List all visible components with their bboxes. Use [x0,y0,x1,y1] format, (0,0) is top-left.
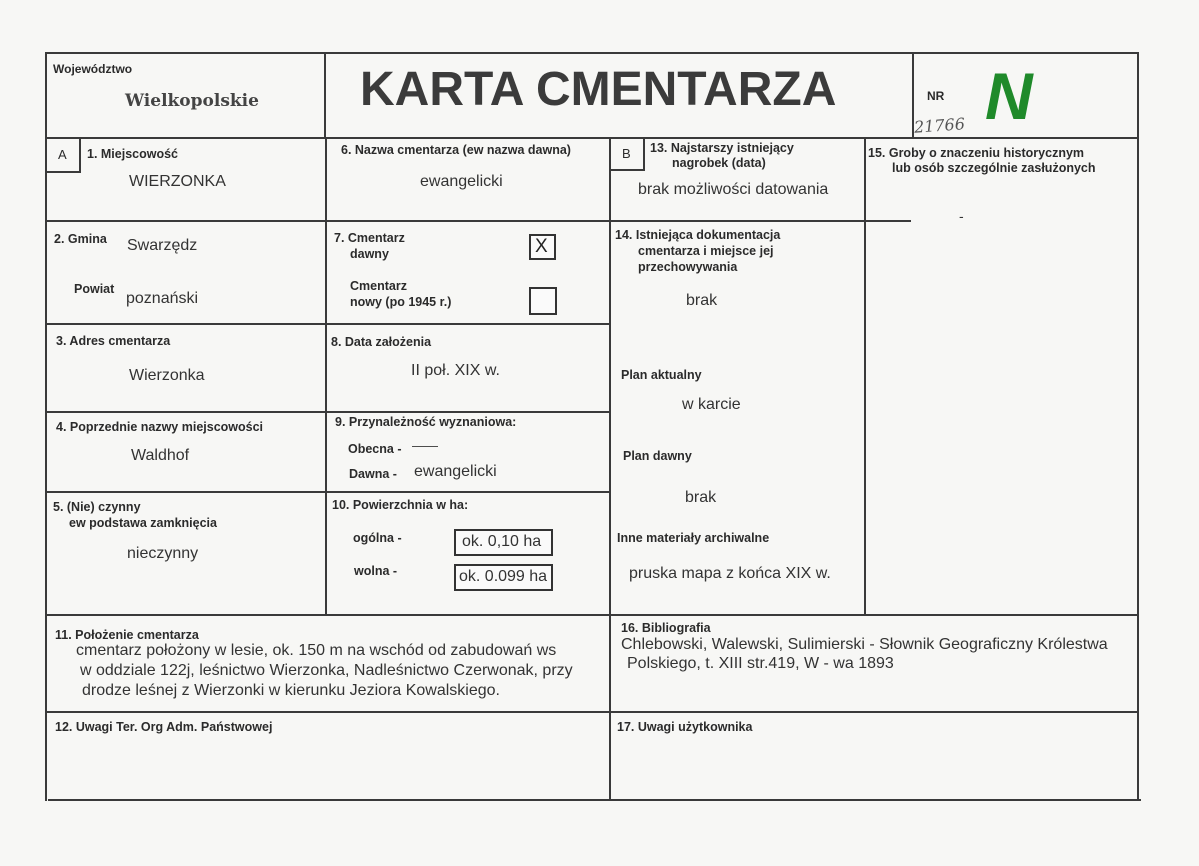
f14-label-1: 14. Istniejąca dokumentacja [615,228,781,242]
f11-label: 11. Położenie cmentarza [55,628,199,642]
f9-label: 9. Przynależność wyznaniowa: [335,415,517,429]
col-line-1 [325,137,327,616]
f5-value: nieczynny [127,545,199,562]
f11-line-3: drodze leśnej z Wierzonki w kierunku Jeziora Kowalskiego. [82,682,500,699]
f9-obecna-label: Obecna - [348,442,402,456]
f2-value: Swarzędz [127,237,198,254]
nr-handwritten-number: 21766 [913,114,966,137]
wojewodztwo-value: Wielkopolskie [125,91,259,111]
f10-wolna-value: ok. 0.099 ha [459,568,548,585]
f11-line-2: w oddziale 122j, leśnictwo Wierzonka, Nadleśnictwo Czerwonak, przy [80,662,573,679]
f4-label: 4. Poprzednie nazwy miejscowości [56,420,264,434]
f16-line-1: Chlebowski, Walewski, Sulimierski - Słownik Geograficzny Królestwa [621,636,1108,653]
f10-ogolna-value: ok. 0,10 ha [462,533,542,550]
plan-dawny-value: brak [685,489,717,506]
f1-value: WIERZONKA [129,173,226,190]
f14-value: brak [686,292,718,309]
f6-label: 6. Nazwa cmentarza (ew nazwa dawna) [341,143,571,157]
f5-label-2: ew podstawa zamknięcia [69,516,217,530]
letter-b-box-right [643,137,645,170]
f10-wolna-box [454,564,553,591]
f14-label-3: przechowywania [638,260,738,274]
f13-value: brak możliwości datowania [638,181,829,198]
f10-ogolna-label: ogólna - [353,531,402,545]
card-title: KARTA CMENTARZA [360,63,837,116]
col-line-3 [864,137,866,616]
f7-old-check-mark: X [535,236,548,257]
row-line-1 [45,220,911,222]
f16-label: 16. Bibliografia [621,621,711,635]
letter-a: A [58,147,67,162]
row-line-5 [45,614,1139,616]
f1-label: 1. Miejscowość [87,147,179,161]
inne-materialy-label: Inne materiały archiwalne [617,531,770,545]
f15-value: - [959,208,964,224]
letter-b-box-bottom [609,169,645,171]
frame-left [45,52,47,801]
row-line-4 [45,491,611,493]
letter-a-box-bottom [45,171,81,173]
f10-label: 10. Powierzchnia w ha: [332,498,469,512]
f8-value: II poł. XIX w. [411,362,500,379]
f11-line-1: cmentarz położony w lesie, ok. 150 m na wschód od zabudowań ws [76,642,557,659]
header-bottom [45,137,1139,139]
f16-line-2: Polskiego, t. XIII str.419, W - wa 1893 [627,655,894,672]
f2-label: 2. Gmina [54,232,107,246]
f15-label-1: 15. Groby o znaczeniu historycznym [868,146,1085,160]
f14-label-2: cmentarza i miejsce jej [638,244,774,258]
powiat-value: poznański [126,290,199,307]
f15-label-2: lub osób szczególnie zasłużonych [892,161,1096,175]
f7-old-checkbox[interactable] [529,234,556,260]
row-line-6 [45,711,1139,713]
f7-new-label-2: nowy (po 1945 r.) [350,295,452,309]
f10-wolna-label: wolna - [354,564,398,578]
f6-value: ewangelicki [420,173,503,190]
f9-obecna-value: —— [412,438,438,453]
plan-aktualny-value: w karcie [682,396,741,413]
col-line-2 [609,137,611,801]
f8-label: 8. Data założenia [331,335,432,349]
f9-dawna-value: ewangelicki [414,463,497,480]
f9-dawna-label: Dawna - [349,467,397,481]
plan-aktualny-label: Plan aktualny [621,368,702,382]
f13-label-2: nagrobek (data) [672,156,766,170]
f5-label-1: 5. (Nie) czynny [53,500,141,514]
plan-dawny-label: Plan dawny [623,449,692,463]
f7-new-label-1: Cmentarz [350,279,407,293]
f17-label: 17. Uwagi użytkownika [617,720,753,734]
wojewodztwo-label: Województwo [53,62,133,76]
powiat-label: Powiat [74,282,115,296]
f10-ogolna-box [454,529,553,556]
row-line-3 [45,411,611,413]
frame-right [1137,52,1139,801]
header-divider-1 [324,53,326,137]
f3-value: Wierzonka [129,367,205,384]
letter-a-box-right [79,137,81,172]
nr-mark: N [985,59,1033,133]
f7-label-1: 7. Cmentarz [334,231,405,245]
letter-b: B [622,146,631,161]
row-line-2 [45,323,611,325]
f4-value: Waldhof [131,447,190,464]
frame-bottom [48,799,1141,801]
frame-top [45,52,1138,54]
f12-label: 12. Uwagi Ter. Org Adm. Państwowej [55,720,273,734]
f3-label: 3. Adres cmentarza [56,334,171,348]
nr-label: NR [927,89,945,103]
f13-label-1: 13. Najstarszy istniejący [650,141,794,155]
inne-materialy-value: pruska mapa z końca XIX w. [629,565,831,582]
f7-new-checkbox[interactable] [529,287,557,315]
f7-label-2: dawny [350,247,389,261]
